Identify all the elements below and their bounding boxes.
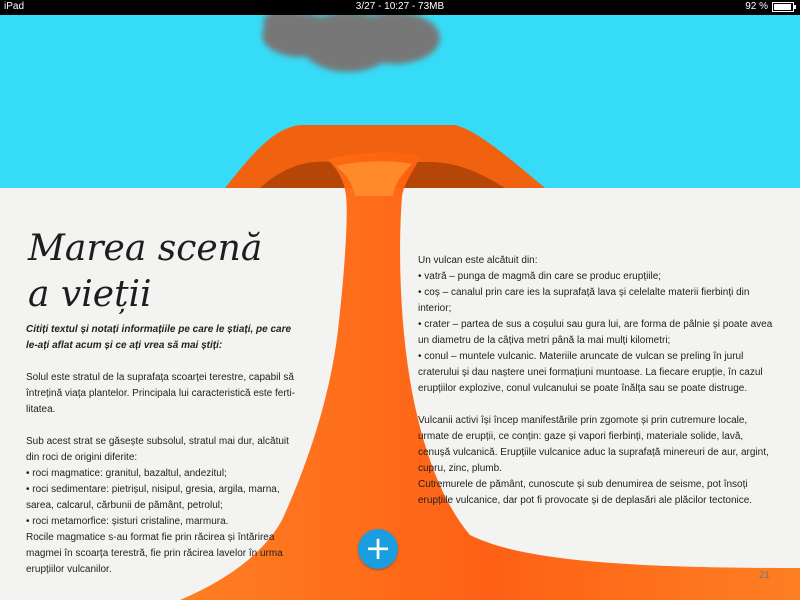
list-item: • roci metamorfice: șisturi cristaline, marmura.: [26, 516, 229, 527]
page-title: [28, 226, 262, 318]
title-line-2: a vieții: [28, 274, 152, 315]
smoke-cloud: [262, 10, 440, 72]
battery-icon: [772, 2, 794, 12]
page-number: 21: [758, 570, 770, 581]
list-item: • conul – muntele vulcanic. Materiile aruncate de vulcan se preling în jurul craterului și dau naștere unei formațiuni muntoase. La fiecare erupție, în cazul erupțiilor explozive, conul vulcanului se poate înălța sau se poate distruge.: [418, 351, 763, 394]
list-item: • vatră – punga de magmă din care se produc erupțiile;: [418, 271, 662, 282]
list-item: • roci sedimentare: pietrișul, nisipul, gresia, argila, marna, sarea, calcarul, cărbunii de pământ, petrolul;: [26, 484, 280, 511]
status-bar: [0, 0, 800, 15]
add-button[interactable]: +: [358, 529, 398, 569]
status-clock: 3/27 - 10:27 - 73MB: [355, 1, 445, 12]
device-name: iPad: [4, 1, 25, 12]
paragraph: Sub acest strat se găsește subsolul, stratul mai dur, alcătuit din roci de origini diferite:: [26, 436, 289, 463]
paragraph: Vulcanii activi își încep manifestările prin zgomote și prin cutremure locale, urmate de erupții, ce conțin: gaze și vapori fierbinți, materiale solide, lavă, cenușă vulcanică. Erupțiile vulcanice aduc la suprafață minereuri de aur, argint, cupru, zinc, plumb.: [418, 415, 769, 474]
title-line-1: Marea scenă: [28, 228, 263, 269]
paragraph: Un vulcan este alcătuit din:: [418, 255, 538, 266]
battery-percent: 92 %: [745, 1, 768, 12]
paragraph: Solul este stratul de la suprafața scoarței terestre, capabil să întrețină viața plantelor. Principala lui caracteristică este ferti-litatea.: [26, 372, 296, 415]
list-item: • crater – partea de sus a coșului sau gura lui, are forma de pâlnie și poate avea un diametru de la câțiva metri până la mai mulți kilometri;: [418, 319, 773, 346]
battery-status: [745, 1, 794, 12]
intro-text: Citiți textul și notați informațiile pe care le știați, pe care le-ați aflat acum și ce ați vrea să mai știți:: [26, 324, 292, 351]
left-text-column: [26, 322, 298, 578]
list-item: • coș – canalul prin care ies la suprafață lava și celelalte materii fierbinți din interior;: [418, 287, 750, 314]
paragraph: Rocile magmatice s-au format fie prin răcirea și întărirea magmei în scoarța terestră, fie prin răcirea lavelor în urma erupțiilor vulcanilor.: [26, 532, 283, 575]
paragraph: Cutremurele de pământ, cunoscute și sub denumirea de seisme, pot însoți erupțiile vulcanice, dar pot fi provocate și de deplasări ale plăcilor tectonice.: [418, 479, 753, 506]
list-item: • roci magmatice: granitul, bazaltul, andezitul;: [26, 468, 227, 479]
right-text-column: [418, 253, 774, 509]
